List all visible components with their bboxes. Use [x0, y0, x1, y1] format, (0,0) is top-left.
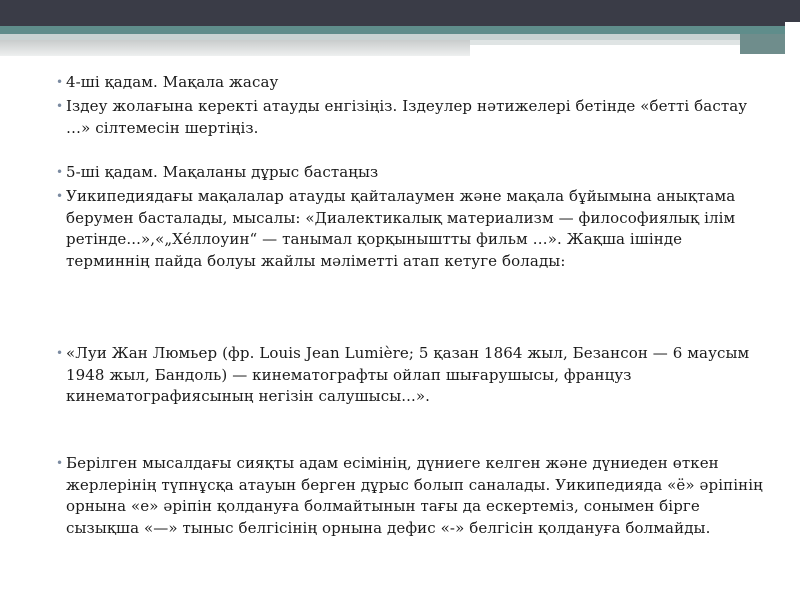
header-corner-tab [785, 22, 800, 60]
header-gray-stripe-right [470, 40, 740, 45]
bullet-item [56, 453, 766, 539]
header-teal-stripe [0, 26, 800, 34]
bullet-dot-icon: • [56, 165, 64, 179]
bullet-text: 5-ші қадам. Мақаланы дұрыс бастаңыз [66, 163, 379, 181]
bullet-dot-icon: • [56, 346, 64, 360]
header-dark-band [0, 0, 800, 26]
header-gray-stripe [0, 40, 470, 56]
bullet-item [56, 186, 766, 272]
header-corner-block [740, 34, 785, 54]
bullet-dot-icon: • [56, 456, 64, 470]
bullet-item [56, 96, 766, 139]
bullet-text: Уикипедиядағы мақалалар атауды қайталаумен және мақала бұйымына анықтама берумен басталады, мысалы: «Диалектикалық материализм — философиялық ілім ретінде...»,«„Хе́ллоуин“ — танымал қорқыныштты фильм …». Жақша ішінде терминнің пайда болуы жайлы мәліметті атап кетуге болады: [66, 187, 736, 270]
bullet-item [56, 343, 766, 408]
bullet-text: «Луи Жан Люмьер (фр. Louis Jean Lumière; 5 қазан 1864 жыл, Безансон — 6 маусым 1948 жыл, Бандоль) — кинематографты ойлап шығарушысы, француз кинематографиясының негізін салушысы...». [66, 344, 750, 405]
bullet-text: Іздеу жолағына керекті атауды енгізіңіз. Іздеулер нәтижелері бетінде «бетті бастау …» сілтемесін шертіңіз. [66, 97, 748, 137]
bullet-dot-icon: • [56, 99, 64, 113]
bullet-text: 4-ші қадам. Мақала жасау [66, 73, 279, 91]
bullet-text: Берілген мысалдағы сияқты адам есімінің, дүниеге келген және дүниеден өткен жерлерінің түпнұсқа атауын берген дұрыс болып саналады. Уикипедияда «ё» әріпінің орнына «е» әріпін қолдануға болмайтынын тағы да ескертеміз, сонымен бірге сызықша «—» тыныс белгісінің орнына дефис «-» белгісін қолдануға болмайды. [66, 454, 763, 537]
bullet-dot-icon: • [56, 75, 64, 89]
bullet-dot-icon: • [56, 189, 64, 203]
bullet-item [56, 162, 766, 184]
bullet-item [56, 72, 766, 94]
